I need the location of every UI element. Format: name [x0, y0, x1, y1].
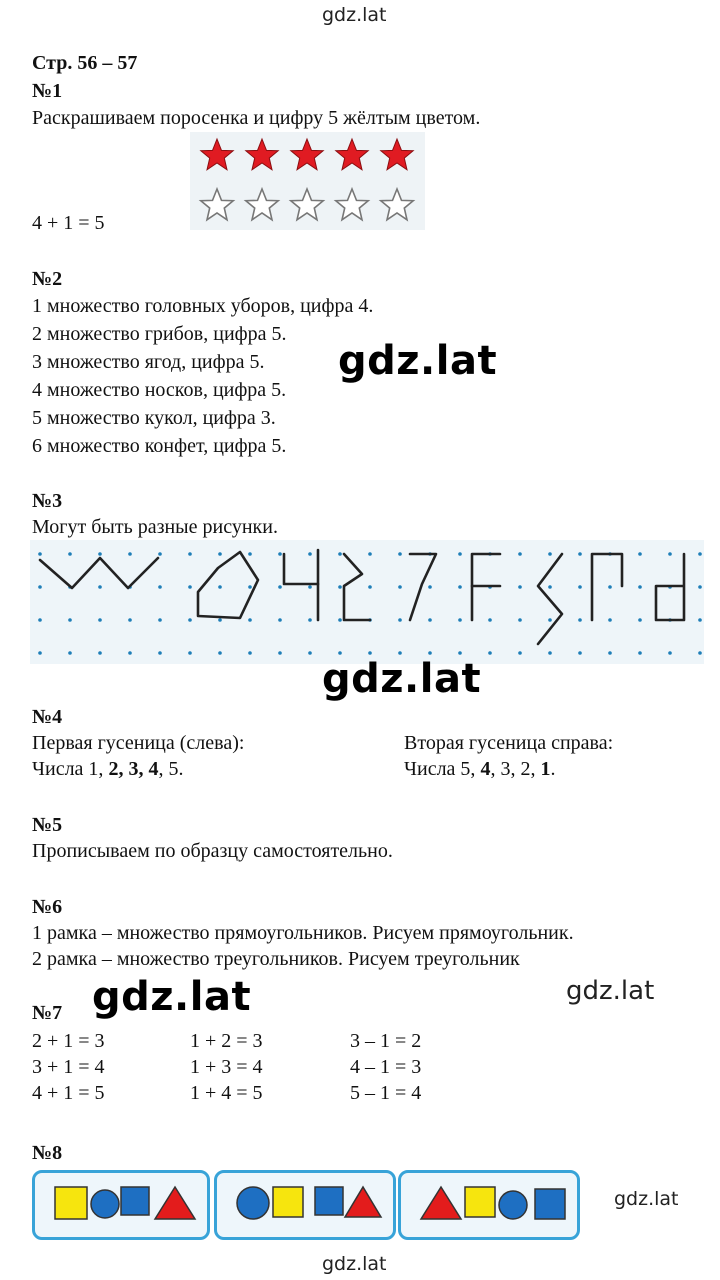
grid-dot [578, 552, 582, 556]
outline-star-icon [201, 189, 233, 220]
dot-grid-svg [30, 540, 704, 664]
grid-dot [398, 552, 402, 556]
figure-drawing-1 [344, 554, 370, 620]
grid-dot [518, 651, 522, 655]
watermark-medium: gdz.lat [566, 976, 655, 1006]
stars-picture [190, 132, 425, 230]
grid-dot [158, 651, 162, 655]
text-span: . [550, 758, 556, 780]
grid-dot [278, 618, 282, 622]
pentagon-drawing [198, 552, 258, 618]
task6-line-1: 1 рамка – множество прямоугольников. Рисуем прямоугольник. [32, 922, 574, 944]
task1-text: Раскрашиваем поросенка и цифру 5 жёлтым цветом. [32, 107, 481, 129]
grid-dot [278, 585, 282, 589]
grid-dot [68, 651, 72, 655]
dot-drawings [30, 540, 704, 664]
outline-star-icon [336, 189, 368, 220]
blue-circle [237, 1187, 269, 1219]
grid-dot [278, 552, 282, 556]
task4-left-numbers [32, 756, 183, 782]
equation: 1 + 3 = 4 [190, 1056, 263, 1078]
grid-dot [68, 552, 72, 556]
outline-star-icon [291, 189, 323, 220]
grid-dot [458, 618, 462, 622]
grid-dot [338, 585, 342, 589]
grid-dot [128, 552, 132, 556]
grid-dot [548, 618, 552, 622]
filled-star-icon [291, 139, 323, 170]
grid-dot [308, 585, 312, 589]
grid-dot [338, 651, 342, 655]
yellow-square [465, 1187, 495, 1217]
grid-dot [338, 552, 342, 556]
task4-right-title: Вторая гусеница справа: [404, 732, 614, 754]
grid-dot [518, 552, 522, 556]
equation: 5 – 1 = 4 [350, 1082, 422, 1104]
watermark-top: gdz.lat [322, 4, 387, 26]
grid-dot [638, 651, 642, 655]
grid-dot [188, 618, 192, 622]
shape-row-svg [217, 1173, 393, 1237]
red-triangle [421, 1187, 461, 1219]
shape-frame-1 [32, 1170, 210, 1240]
outline-star-icon [381, 189, 413, 220]
task6-line-2: 2 рамка – множество треугольников. Рисуем треугольник [32, 948, 520, 970]
figure-drawing-6 [656, 554, 684, 620]
grid-dot [428, 585, 432, 589]
grid-dot [458, 552, 462, 556]
watermark-large: gdz.lat [338, 338, 498, 384]
list-item: 4 множество носков, цифра 5. [32, 379, 287, 401]
list-item: 2 множество грибов, цифра 5. [32, 323, 287, 345]
filled-star-icon [381, 139, 413, 170]
task3-text: Могут быть разные рисунки. [32, 516, 278, 538]
task5-text: Прописываем по образцу самостоятельно. [32, 840, 393, 862]
blue-square [121, 1187, 149, 1215]
list-item: 6 множество конфет, цифра 5. [32, 435, 287, 457]
grid-dot [698, 552, 702, 556]
grid-dot [668, 552, 672, 556]
grid-dot [218, 651, 222, 655]
grid-dot [668, 651, 672, 655]
equation: 4 + 1 = 5 [32, 1082, 105, 1104]
equation: 4 – 1 = 3 [350, 1056, 422, 1078]
task4-left-title: Первая гусеница (слева): [32, 732, 245, 754]
task7-number: №7 [32, 1002, 63, 1024]
grid-dot [38, 651, 42, 655]
grid-dot [608, 651, 612, 655]
equation: 3 – 1 = 2 [350, 1030, 422, 1052]
equation: 1 + 4 = 5 [190, 1082, 263, 1104]
text-span: , 3, 2, [490, 758, 541, 780]
grid-dot [248, 618, 252, 622]
grid-dot [398, 585, 402, 589]
grid-dot [368, 552, 372, 556]
grid-dot [98, 552, 102, 556]
grid-dot [578, 651, 582, 655]
task7-column-3 [350, 1028, 421, 1106]
grid-dot [638, 618, 642, 622]
grid-dot [98, 585, 102, 589]
grid-dot [98, 651, 102, 655]
list-item: 1 множество головных уборов, цифра 4. [32, 295, 374, 317]
grid-dot [158, 552, 162, 556]
grid-dot [218, 585, 222, 589]
grid-dot [248, 552, 252, 556]
yellow-square [273, 1187, 303, 1217]
watermark-large: gdz.lat [92, 974, 252, 1020]
yellow-square [55, 1187, 87, 1219]
grid-dot [38, 585, 42, 589]
watermark-large: gdz.lat [322, 656, 482, 702]
grid-dot [518, 618, 522, 622]
grid-dot [398, 651, 402, 655]
grid-dot [698, 585, 702, 589]
grid-dot [248, 651, 252, 655]
grid-dot [488, 651, 492, 655]
filled-star-icon [201, 139, 233, 170]
task7-column-2 [190, 1028, 263, 1106]
red-triangle [345, 1187, 381, 1217]
grid-dot [38, 552, 42, 556]
grid-dot [188, 552, 192, 556]
grid-dot [428, 651, 432, 655]
task7-column-1 [32, 1028, 105, 1106]
equation: 1 + 2 = 3 [190, 1030, 263, 1052]
text-span: , 5. [158, 758, 184, 780]
shape-frame-2 [214, 1170, 396, 1240]
watermark-bottom: gdz.lat [322, 1253, 387, 1275]
text-span: Числа 1, [32, 758, 109, 780]
grid-dot [578, 585, 582, 589]
grid-dot [218, 618, 222, 622]
grid-dot [638, 552, 642, 556]
list-item: 5 множество кукол, цифра 3. [32, 407, 276, 429]
equation: 3 + 1 = 4 [32, 1056, 105, 1078]
grid-dot [218, 552, 222, 556]
grid-dot [608, 585, 612, 589]
task8-number: №8 [32, 1142, 63, 1164]
grid-dot [308, 552, 312, 556]
red-triangle [155, 1187, 195, 1219]
shape-frame-3 [398, 1170, 580, 1240]
task5-number: №5 [32, 814, 63, 836]
task1-number: №1 [32, 80, 63, 102]
grid-dot [68, 618, 72, 622]
grid-dot [458, 651, 462, 655]
text-span: Числа 5, [404, 758, 481, 780]
stars-svg [190, 132, 425, 230]
grid-dot [548, 585, 552, 589]
grid-dot [38, 618, 42, 622]
task4-right-numbers [404, 756, 555, 782]
grid-dot [98, 618, 102, 622]
grid-dot [368, 651, 372, 655]
grid-dot [248, 585, 252, 589]
figure-drawing-2 [410, 554, 436, 620]
grid-dot [278, 651, 282, 655]
task4-number: №4 [32, 706, 63, 728]
task6-number: №6 [32, 896, 63, 918]
filled-star-icon [336, 139, 368, 170]
grid-dot [128, 618, 132, 622]
grid-dot [338, 618, 342, 622]
grid-dot [488, 618, 492, 622]
grid-dot [308, 618, 312, 622]
digit-4-drawing [284, 554, 318, 584]
grid-dot [128, 651, 132, 655]
grid-dot [518, 585, 522, 589]
grid-dot [698, 618, 702, 622]
page-header: Стр. 56 – 57 [32, 52, 138, 74]
task2-number: №2 [32, 268, 63, 290]
blue-square [315, 1187, 343, 1215]
filled-star-icon [246, 139, 278, 170]
grid-dot [548, 552, 552, 556]
watermark-side: gdz.lat [614, 1188, 679, 1210]
grid-dot [608, 618, 612, 622]
blue-circle [91, 1190, 119, 1218]
zigzag-drawing [40, 558, 158, 588]
grid-dot [188, 651, 192, 655]
bold-number: 4 [480, 758, 491, 780]
grid-dot [368, 585, 372, 589]
task2-list [32, 292, 373, 460]
bold-numbers: 2, 3, 4 [108, 758, 159, 780]
grid-dot [698, 651, 702, 655]
grid-dot [578, 618, 582, 622]
shape-row-svg [401, 1173, 577, 1237]
figure-drawing-5 [592, 554, 622, 620]
grid-dot [158, 585, 162, 589]
outline-star-icon [246, 189, 278, 220]
shape-row-svg [35, 1173, 207, 1237]
grid-dot [638, 585, 642, 589]
grid-dot [308, 651, 312, 655]
grid-dot [548, 651, 552, 655]
task1-equation: 4 + 1 = 5 [32, 212, 105, 234]
task3-number: №3 [32, 490, 63, 512]
blue-circle [499, 1191, 527, 1219]
equation: 2 + 1 = 3 [32, 1030, 105, 1052]
grid-dot [428, 618, 432, 622]
grid-dot [398, 618, 402, 622]
blue-square [535, 1189, 565, 1219]
figure-drawing-4 [538, 554, 562, 644]
list-item: 3 множество ягод, цифра 5. [32, 351, 265, 373]
grid-dot [158, 618, 162, 622]
bold-number: 1 [540, 758, 551, 780]
grid-dot [188, 585, 192, 589]
grid-dot [458, 585, 462, 589]
